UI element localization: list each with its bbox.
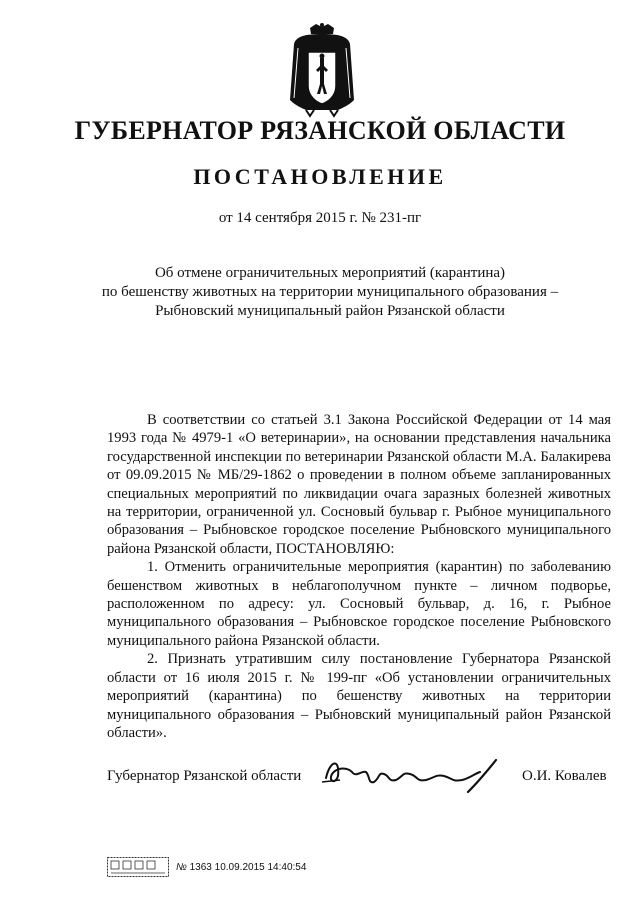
coat-of-arms-emblem [286, 22, 358, 118]
signatory-name: О.И. Ковалев [522, 768, 607, 784]
resolution-item-1: 1. Отменить ограничительные мероприятия (карантин) по заболеванию бешенством животных в неблагополучном пункте – личном подворье, расположенном по адресу: ул. Сосновый бульвар, д. 16, г. Рыбное муниципального образования – Рыбновское городское поселение Рыбновского муниципального района Рязанской области. [107, 559, 611, 649]
resolution-item-2: 2. Признать утратившим силу постановление Губернатора Рязанской области от 16 июля 2015 г. № 199-пг «Об установлении ограничительных мероприятий (карантина) по бешенству животных на территории муниципального образования – Рыбновский муниципальный район Рязанской области». [107, 651, 611, 741]
registration-stamp-icon [107, 857, 169, 877]
registration-text: 1363 10.09.2015 14:40:54 [189, 862, 307, 873]
subject-line: Об отмене ограничительных мероприятий (карантина) [154, 265, 506, 281]
organization-title: ГУБЕРНАТОР РЯЗАНСКОЙ ОБЛАСТИ [74, 116, 566, 145]
handwritten-signature [318, 752, 508, 796]
document-subject [60, 264, 600, 321]
registration-number [176, 862, 306, 873]
document-date-number: от 14 сентября 2015 г. № 231-пг [218, 210, 422, 226]
preamble-paragraph: В соответствии со статьей 3.1 Закона Российской Федерации от 14 мая 1993 года № 4979-1 «О ветеринарии», на основании представления начальника государственной инспекции по ветеринарии Рязанской области М.А. Балакирева от 09.09.2015 № МБ/29-1862 о проведении в полном объеме запланированных специальных мероприятий по ликвидации очага заразных болезней животных на территории, ограниченной ул. Сосновый бульвар г. Рыбное муниципального образования – Рыбновское городское поселение Рыбновского муниципального района Рязанской области, ПОСТАНОВЛЯЮ: [107, 412, 611, 557]
subject-line: Рыбновский муниципальный район Рязанской области [155, 303, 505, 319]
number-sign-icon: № [176, 862, 187, 873]
signatory-title: Губернатор Рязанской области [107, 768, 302, 784]
document-type-heading: ПОСТАНОВЛЕНИЕ [193, 164, 447, 189]
document-body [107, 411, 611, 742]
subject-line: по бешенству животных на территории муниципального образования – [101, 284, 559, 300]
